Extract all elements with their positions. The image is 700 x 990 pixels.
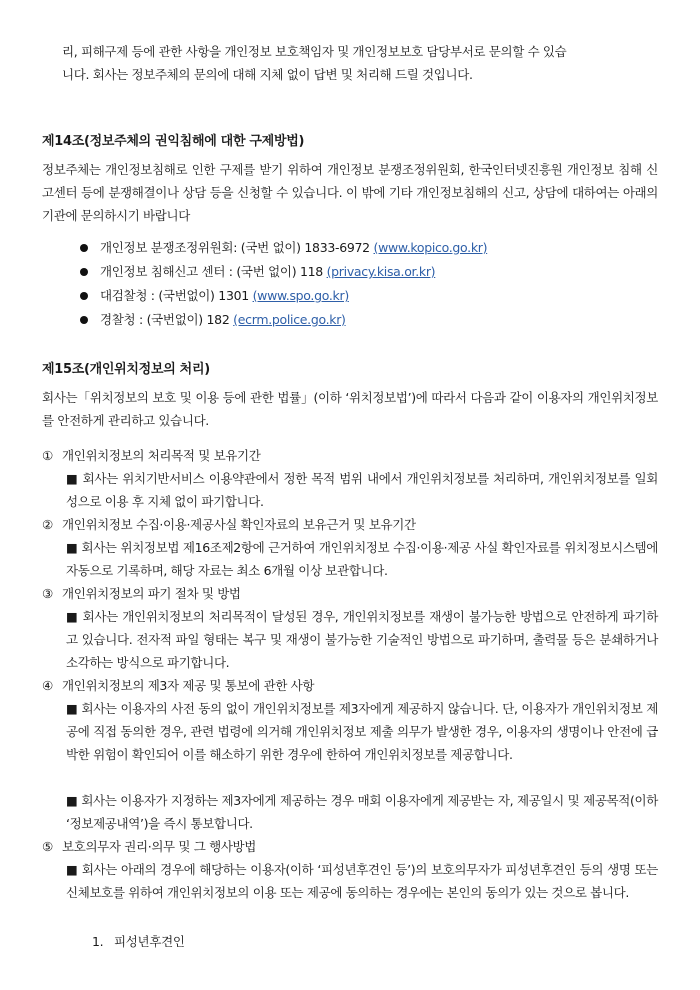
remedy-agency-list [80, 236, 487, 332]
bullet-icon [80, 268, 88, 276]
section-number: ⑤ [42, 839, 53, 854]
kisa-link[interactable]: (privacy.kisa.or.kr) [326, 264, 436, 279]
list-item [80, 236, 487, 260]
list-item-text: 개인정보 분쟁조정위원회: (국번 없이) 1833-6972 [100, 240, 374, 255]
list-item-text: 경찰청 : (국번없이) 182 [100, 312, 234, 327]
police-link[interactable]: (ecrm.police.go.kr) [233, 312, 346, 327]
continued-line-2: 니다. 회사는 정보주체의 문의에 대해 지체 없이 답변 및 처리해 드릴 것입니다. [62, 67, 473, 82]
continued-paragraph [62, 40, 658, 86]
section-1-body: ■ 회사는 위치기반서비스 이용약관에서 정한 목적 범위 내에서 개인위치정보를 처리하며, 개인위치정보를 일회성으로 이용 후 지체 없이 파기합니다. [66, 471, 658, 509]
section-title-text: 개인위치정보의 처리목적 및 보유기간 [62, 448, 261, 463]
bullet-icon [80, 292, 88, 300]
list-item-text: 피성년후견인 [114, 934, 185, 949]
section-3-title [42, 582, 658, 605]
list-item [80, 284, 487, 308]
article-14-heading: 제14조(정보주체의 권익침해에 대한 구제방법) [42, 134, 305, 149]
section-5-title [42, 835, 658, 858]
article-15-intro: 회사는「위치정보의 보호 및 이용 등에 관한 법률」(이하 ‘위치정보법’)에 따라서 다음과 같이 이용자의 개인위치정보를 안전하게 관리하고 있습니다. [42, 390, 658, 428]
bullet-icon [80, 244, 88, 252]
list-item [80, 308, 487, 332]
list-item [80, 260, 487, 284]
section-5-body: ■ 회사는 아래의 경우에 해당하는 이용자(이하 ‘피성년후견인 등’)의 보호의무자가 피성년후견인 등의 생명 또는 신체보호를 위하여 개인위치정보의 이용 또는 제공에 동의하는 경우에는 본인의 동의가 있는 것으로 봅니다. [66, 862, 658, 900]
section-title-text: 개인위치정보의 파기 절차 및 방법 [62, 586, 241, 601]
section-3-body: ■ 회사는 개인위치정보의 처리목적이 달성된 경우, 개인위치정보를 재생이 불가능한 방법으로 안전하게 파기하고 있습니다. 전자적 파일 형태는 복구 및 재생이 불가능한 기술적인 방법으로 파기하며, 출력물 등은 분쇄하거나 소각하는 방식으로 파기합니다. [66, 609, 658, 670]
spo-link[interactable]: (www.spo.go.kr) [252, 288, 349, 303]
list-item-text: 대검찰청 : (국번없이) 1301 [100, 288, 253, 303]
section-2-body: ■ 회사는 위치정보법 제16조제2항에 근거하여 개인위치정보 수집·이용·제공 사실 확인자료를 위치정보시스템에 자동으로 기록하며, 해당 자료는 최소 6개월 이상 보관합니다. [66, 540, 658, 578]
section-4-title [42, 674, 658, 697]
list-item-text: 개인정보 침해신고 센터 : (국번 없이) 118 [100, 264, 327, 279]
section-number: ④ [42, 678, 53, 693]
bullet-icon [80, 316, 88, 324]
kopico-link[interactable]: (www.kopico.go.kr) [373, 240, 488, 255]
section-title-text: 개인위치정보 수집·이용·제공사실 확인자료의 보유근거 및 보유기간 [62, 517, 416, 532]
continued-line-1: 리, 피해구제 등에 관한 사항을 개인정보 보호책임자 및 개인정보보호 담당부서로 문의할 수 있습 [62, 44, 567, 59]
list-number: 1. [92, 934, 104, 949]
section-number: ③ [42, 586, 53, 601]
section-4-body-2: ■ 회사는 이용자가 지정하는 제3자에게 제공하는 경우 매회 이용자에게 제공받는 자, 제공일시 및 제공목적(이하 ‘정보제공내역’)을 즉시 통보합니다. [66, 793, 658, 831]
section-4-body-1: ■ 회사는 이용자의 사전 동의 없이 개인위치정보를 제3자에게 제공하지 않습니다. 단, 이용자가 개인위치정보 제공에 직접 동의한 경우, 관련 법령에 의거해 개인위치정보 제출 의무가 발생한 경우, 이용자의 생명이나 안전에 급박한 위험이 확인되어 이를 해소하기 위한 경우에 한하여 개인위치정보를 제공합니다. [66, 701, 658, 762]
ordered-list-item-1 [92, 930, 185, 953]
section-1-title [42, 444, 658, 467]
article-15-heading: 제15조(개인위치정보의 처리) [42, 362, 210, 377]
section-title-text: 보호의무자 권리·의무 및 그 행사방법 [62, 839, 256, 854]
section-title-text: 개인위치정보의 제3자 제공 및 통보에 관한 사항 [62, 678, 315, 693]
article-14-paragraph: 정보주체는 개인정보침해로 인한 구제를 받기 위하여 개인정보 분쟁조정위원회, 한국인터넷진흥원 개인정보 침해 신고센터 등에 분쟁해결이나 상담 등을 신청할 수 있습니다. 이 밖에 기타 개인정보침해의 신고, 상담에 대하여는 아래의 기관에 문의하시기 바랍니다 [42, 162, 658, 223]
section-number: ② [42, 517, 53, 532]
section-2-title [42, 513, 658, 536]
section-number: ① [42, 448, 53, 463]
